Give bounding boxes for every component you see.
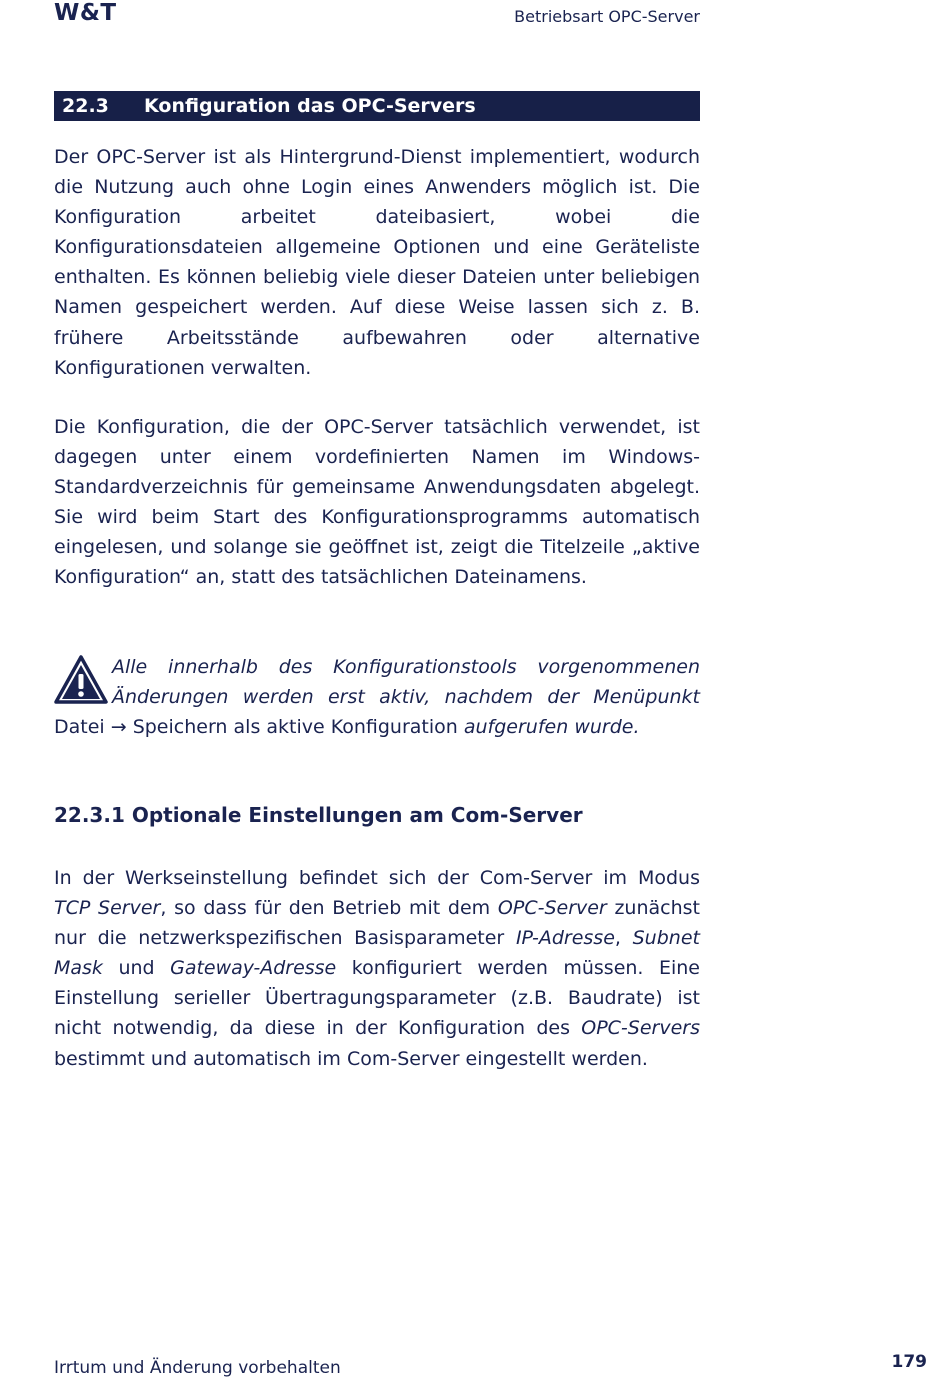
p3-text-k: konfiguriert werden müssen. Eine Einstellung serieller Übertragungsparameter (z.B. Baudrate) ist nicht notwendig, da diese in der Konfiguration des: [54, 957, 700, 1040]
section-heading: [54, 91, 700, 121]
p3-text-i: und: [102, 957, 171, 980]
note-text-italic-1: Alle innerhalb des Konfigurationstools vorgenommenen Änderungen werden erst aktiv, nachdem der Menüpunkt: [112, 656, 700, 709]
p3-text-m: bestimmt und automatisch im Com-Server eingestellt werden.: [54, 1047, 648, 1070]
paragraph-2: Die Konfiguration, die der OPC-Server tatsächlich verwendet, ist dagegen unter einem vordefinierten Namen im Windows-Standardverzeichnis für gemeinsame Anwendungsdaten abgelegt. Sie wird beim Start des Konfigurationsprogramms automatisch eingelesen, und solange sie geöffnet ist, zeigt die Titelzeile „aktive Konfiguration“ an, statt des tatsächlichen Dateinamens.: [54, 416, 700, 589]
p3-term-tcp-server: TCP Server: [54, 897, 161, 920]
running-title: Betriebsart OPC-Server: [514, 7, 700, 26]
subsection-heading: 22.3.1 Optionale Einstellungen am Com-Server: [54, 803, 583, 827]
section-title: Konfiguration das OPC-Servers: [144, 95, 476, 117]
p3-text-e: zunächst nur die netzwerkspezifischen Basisparameter: [54, 897, 700, 950]
warning-note: [54, 652, 700, 742]
p3-term-opc-server: OPC-Server: [497, 897, 607, 920]
p3-term-gateway-adresse: Gateway-Adresse: [170, 957, 337, 980]
note-text-italic-2: aufgerufen wurde.: [463, 716, 640, 739]
paragraph-1: Der OPC-Server ist als Hintergrund-Dienst implementiert, wodurch die Nutzung auch ohne Login eines Anwenders möglich ist. Die Konfiguration arbeitet dateibasiert, wobei die Konfigurationsdateien allgemeine Optionen und eine Geräteliste enthalten. Es können beliebig viele dieser Dateien unter beliebigen Namen gespeichert werden. Auf diese Weise lassen sich z. B. frühere Arbeitsstände aufbewahren oder alternative Konfigurationen verwalten.: [54, 146, 700, 379]
page-number: 179: [891, 1352, 927, 1372]
p3-text-g: ,: [614, 927, 633, 950]
p3-term-opc-servers: OPC-Servers: [581, 1017, 700, 1040]
paragraph-3: [54, 863, 700, 1074]
p3-text-c: , so dass für den Betrieb mit dem: [160, 897, 498, 920]
logo: W&T: [54, 0, 117, 26]
warning-triangle-icon: [54, 654, 108, 706]
p3-text-a: In der Werkseinstellung befindet sich der Com-Server im Modus: [54, 867, 700, 889]
p3-term-ip-adresse: IP-Adresse: [515, 927, 615, 950]
section-number: 22.3: [62, 95, 109, 117]
p3-term-subnet-mask: Subnet Mask: [54, 927, 700, 980]
note-menu-path: Datei → Speichern als aktive Konfiguration: [54, 716, 458, 739]
footer-disclaimer: Irrtum und Änderung vorbehalten: [54, 1358, 341, 1378]
